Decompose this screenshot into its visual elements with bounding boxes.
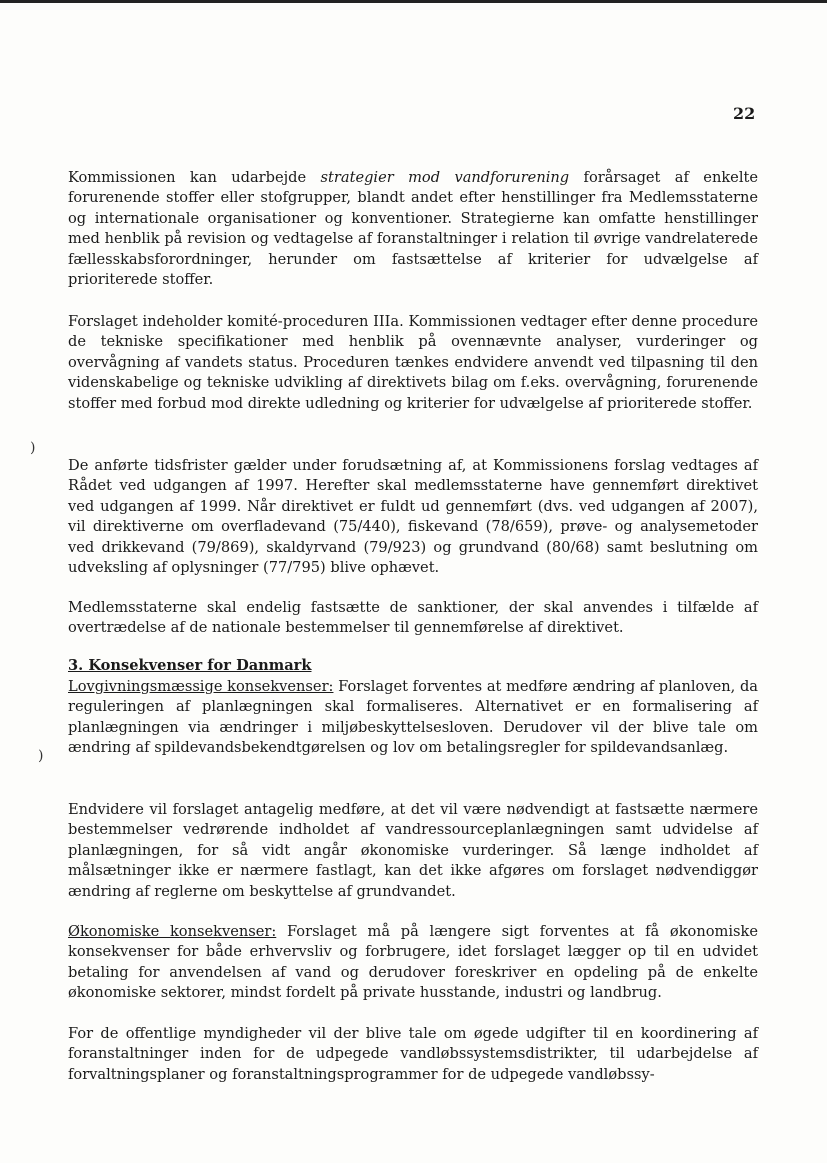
top-border-line xyxy=(0,0,827,3)
text-run: Forslaget forventes at medføre ændring af planloven, da reguleringen af planlægningen skal formaliseres. Alternativet er en formalisering af planlægningen via ændringer i miljøbeskyttelsesloven. Derudover vil der blive tale om ændring af spildevandsbekendtgørelsen og lov om betalingsregler for spildevandsanlæg. xyxy=(68,678,758,757)
text-run: Kommissionen kan udarbejde xyxy=(68,169,321,186)
paragraph-public-authorities: For de offentlige myndigheder vil der blive tale om øgede udgifter til en koordinering af foranstaltninger inden for de udpegede vandløbssystemsdistrikter, til udarbejdelse af forvaltningsplaner og foranstaltningsprogrammer for de udpegede vandløbssy- xyxy=(68,1025,758,1083)
paragraph-committee-procedure: Forslaget indeholder komité-proceduren IIIa. Kommissionen vedtager efter denne procedure de tekniske specifikationer med henblik på ovennævnte analyser, vurderinger og overvågning af vandets status. Proceduren tænkes endvidere anvendt ved tilpasning til den videnskabelige og tekniske udvikling af direktivets bilag om f.eks. overvågning, forurenende stoffer med forbud mod direkte udledning og kriterier for udvælgelse af prioriterede stoffer. xyxy=(68,313,758,412)
margin-punch-mark: ) xyxy=(30,440,36,456)
subsection-label: Lovgivningsmæssige konsekvenser: xyxy=(68,678,334,695)
paragraph-economic-consequences xyxy=(68,922,758,1004)
paragraph-sanctions: Medlemsstaterne skal endelig fastsætte de sanktioner, der skal anvendes i tilfælde af overtrædelse af de nationale bestemmelser til gennemførelse af direktivet. xyxy=(68,599,758,637)
paragraph-further-provisions: Endvidere vil forslaget antagelig medføre, at det vil være nødvendigt at fastsætte nærmere bestemmelser vedrørende indholdet af vandressourceplanlægningen samt udvidelse af planlægningen, for så vidt angår økonomiske vurderinger. Så længe indholdet af målsætninger ikke er nærmere fastlagt, kan det ikke afgøres om forslaget nødvendiggør ændring af reglerne om beskyttelse af grundvandet. xyxy=(68,801,758,900)
section-heading: 3. Konsekvenser for Danmark xyxy=(68,657,312,674)
text-run: Forslaget må på længere sigt forventes at få økonomiske konsekvenser for både erhvervsliv og forbrugere, idet forslaget lægger op til en udvidet betaling for anvendelsen af vand og derudover foreskriver en opdeling på de enkelte økonomiske sektorer, mindst fordelt på private husstande, industri og landbrug. xyxy=(68,923,758,1002)
paragraph-strategies xyxy=(68,168,758,290)
subsection-label: Økonomiske konsekvenser: xyxy=(68,923,277,940)
text-run: forårsaget af enkelte forurenende stoffer eller stofgrupper, blandt andet efter henstillinger fra Medlemsstaterne og internationale organisationer og konventioner. Strategierne kan omfatte henstillinger med henblik på revision og vedtagelse af foranstaltninger i relation til øvrige vandrelaterede fællesskabsforordninger, herunder om fastsættelse af kriterier for udvælgelse af prioriterede stoffer. xyxy=(68,169,758,289)
paragraph-legislative-consequences xyxy=(68,677,758,759)
emphasis-text: strategier mod vandforurening xyxy=(320,169,570,186)
margin-punch-mark: ) xyxy=(38,748,44,764)
paragraph-deadlines: De anførte tidsfrister gælder under forudsætning af, at Kommissionens forslag vedtages af Rådet ved udgangen af 1997. Herefter skal medlemsstaterne have gennemført direktivet ved udgangen af 1999. Når direktivet er fuldt ud gennemført (dvs. ved udgangen af 2007), vil direktiverne om overfladevand (75/440), fiskevand (78/659), prøve- og analysemetoder ved drikkevand (79/869), skaldyrvand (79/923) og grundvand (80/68) samt beslutning om udveksling af oplysninger (77/795) blive ophævet. xyxy=(68,457,758,577)
page-number: 22 xyxy=(733,104,756,123)
